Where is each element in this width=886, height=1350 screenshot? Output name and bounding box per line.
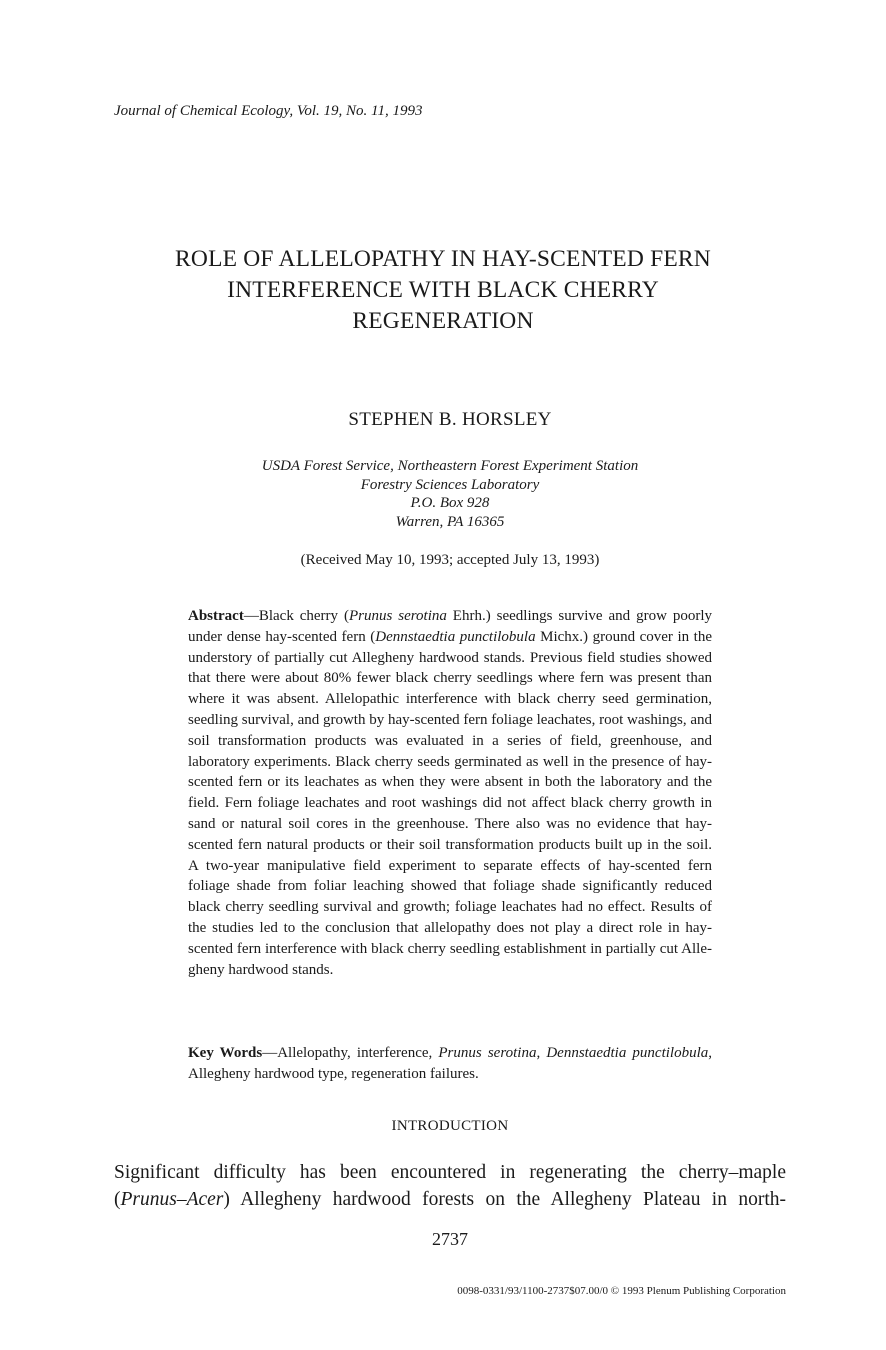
section-heading-introduction: INTRODUCTION xyxy=(391,1118,509,1134)
title-line: INTERFERENCE WITH BLACK CHERRY xyxy=(227,277,659,303)
species-name: Dennstaedtia punctilobula xyxy=(375,628,536,645)
species-name: Dennstaedtia punctilobula xyxy=(546,1045,709,1061)
author-affiliation xyxy=(0,457,886,531)
abstract-text: Michx.) ground cover in the understory of partially cut Allegheny hardwood stands. Previous field studies showed that there were about 80% fewer black cherry seedlings where fern was present than where it was absent. Allelopathic interference with black cherry seed germination, seedling survival, and growth by hay-scented fern foliage leachates, root washings, and soil transformation products was evaluated in a series of field, greenhouse, and laboratory experiments. Black cherry seeds germinated as well in the presence of hay-scented fern or its leachates as when they were absent in both the laboratory and the field. Fern foliage leachates and root washings did not affect black cherry growth in sand or natural soil cores in the greenhouse. There also was no evidence that hay-scented fern natural products or their soil transformation products built up in the soil. A two-year manipulative field experiment to separate effects of hay-scented fern foliage shade from foliar leaching showed that foliage shade significantly reduced black cherry seedling survival and growth; foliage leachates had no effect. Results of the studies led to the conclusion that allelopathy does not play a direct role in hay-scented fern interference with black cherry seedling establishment in partially cut Allegheny hardwood stands. xyxy=(188,628,713,978)
key-words-dash: — xyxy=(262,1045,278,1061)
introduction-paragraph xyxy=(114,1159,786,1213)
genus-name: Prunus–Acer xyxy=(120,1189,224,1210)
abstract-text: Ehrh.) seedlings survive and grow poorly under dense hay-scented fern ( xyxy=(188,608,712,645)
received-dates: (Received May 10, 1993; accepted July 13, 1993) xyxy=(300,552,600,568)
affiliation-line: USDA Forest Service, Northeastern Forest Experiment Station xyxy=(261,458,639,474)
species-name: Prunus serotina xyxy=(438,1045,537,1061)
intro-text: ) Allegheny hardwood forests on the Allegheny Plateau in north- xyxy=(223,1189,786,1210)
key-words-text: , Allegheny hardwood type, regeneration failures. xyxy=(188,1045,713,1082)
key-words-text: Allelopathy, interference, xyxy=(277,1045,439,1061)
abstract-dash: — xyxy=(243,608,259,624)
affiliation-line: P.O. Box 928 xyxy=(410,495,490,511)
page-number: 2737 xyxy=(432,1229,468,1249)
abstract-text: Black cherry ( xyxy=(258,608,349,624)
intro-text: Significant difficulty has been encountered in regenerating the cherry–maple ( xyxy=(114,1162,786,1210)
species-name: Prunus serotina xyxy=(348,608,447,624)
copyright-footer: 0098-0331/93/1100-2737$07.00/0 © 1993 Plenum Publishing Corporation xyxy=(457,1285,786,1297)
key-words-text: , xyxy=(536,1045,547,1061)
abstract xyxy=(188,606,712,980)
author-name: STEPHEN B. HORSLEY xyxy=(348,409,552,430)
key-words xyxy=(188,1043,712,1085)
title-line: REGENERATION xyxy=(352,308,534,334)
affiliation-line: Warren, PA 16365 xyxy=(395,513,505,530)
affiliation-line: Forestry Sciences Laboratory xyxy=(360,476,540,493)
article-title xyxy=(0,244,886,337)
abstract-label: Abstract xyxy=(188,608,244,624)
title-line: ROLE OF ALLELOPATHY IN HAY-SCENTED FERN xyxy=(175,246,711,272)
journal-citation: Journal of Chemical Ecology, Vol. 19, No. 11, 1993 xyxy=(114,103,423,119)
key-words-label: Key Words xyxy=(188,1045,263,1061)
